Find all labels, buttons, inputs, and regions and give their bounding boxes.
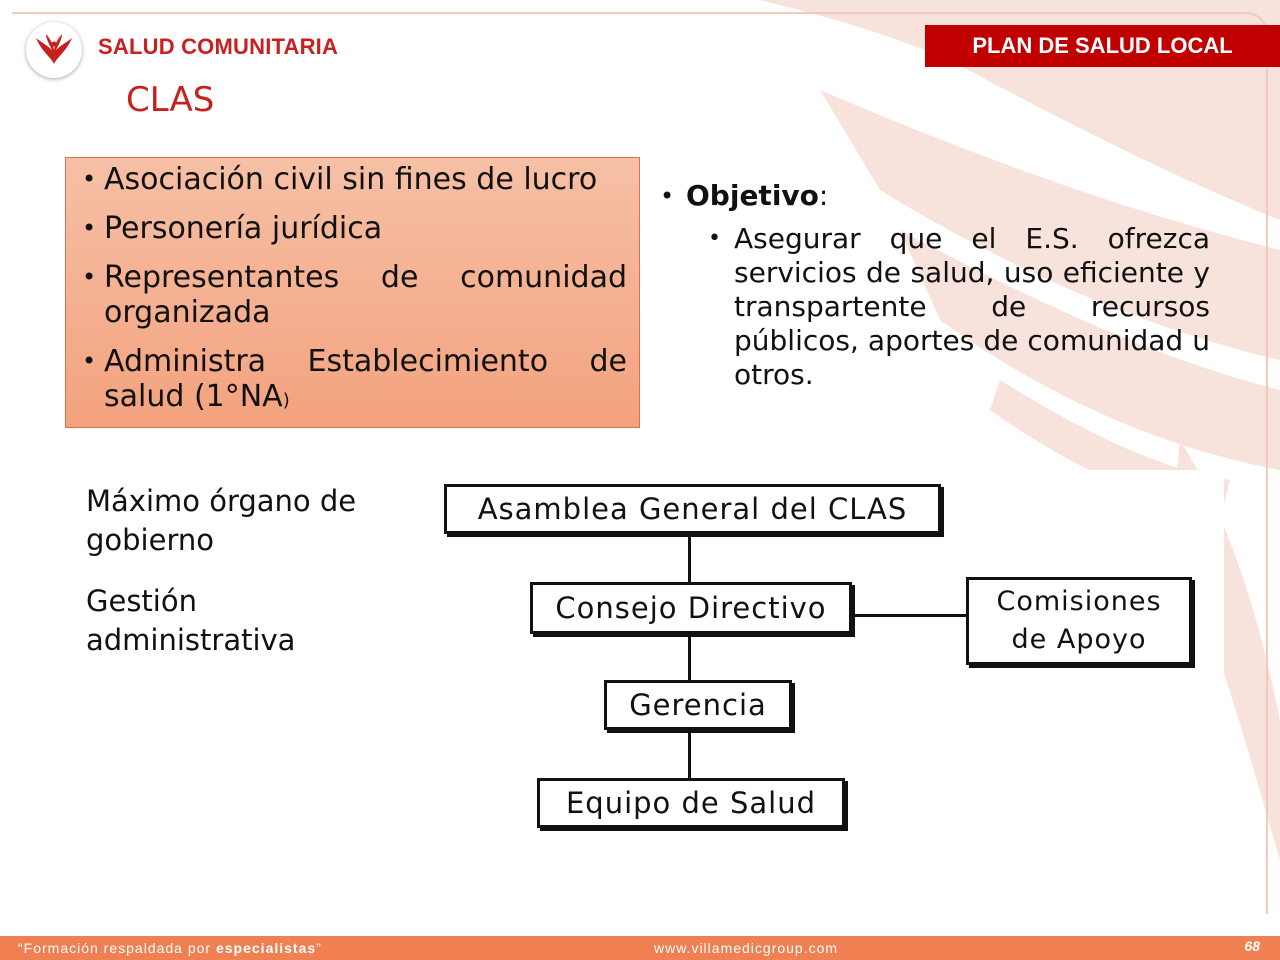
- org-node-management: Gerencia: [604, 680, 792, 730]
- section-badge: PLAN DE SALUD LOCAL: [925, 25, 1280, 67]
- governance-label: Máximo órgano de gobierno: [86, 484, 357, 557]
- org-node-assembly: Asamblea General del CLAS: [444, 484, 941, 534]
- management-label: Gestión administrativa: [86, 584, 296, 657]
- brand-logo: [26, 22, 82, 78]
- feature-item: • Personería jurídica: [82, 211, 627, 246]
- objective-label: Objetivo: [686, 179, 819, 212]
- objective-heading: • Objetivo:: [660, 178, 1210, 214]
- connector-management-team: [688, 730, 691, 780]
- objective-section: [660, 178, 1210, 392]
- org-node-board: Consejo Directivo: [530, 582, 852, 634]
- page-number: 68: [1244, 938, 1260, 954]
- footer-website-link[interactable]: www.villamedicgroup.com: [654, 940, 839, 956]
- connector-board-committees: [852, 614, 967, 617]
- org-node-committees: Comisiones de Apoyo: [966, 577, 1192, 665]
- objective-text: • Asegurar que el E.S. ofrezca servicios de salud, uso eficiente y transpartente de recursos públicos, aportes de comunidad u otros.: [708, 222, 1210, 392]
- brand-name: SALUD COMUNITARIA: [98, 34, 339, 59]
- footer-slogan: “Formación respaldada por especialistas”: [18, 940, 322, 956]
- feature-item: • Representantes de comunidad organizada: [82, 260, 627, 330]
- footer-bar: [0, 936, 1280, 960]
- phoenix-icon: [32, 28, 76, 72]
- level-labels: [86, 482, 406, 682]
- connector-assembly-board: [688, 534, 691, 584]
- connector-board-management: [688, 634, 691, 682]
- feature-item: • Administra Establecimiento de salud (1°NA): [82, 344, 627, 418]
- page-title: CLAS: [126, 80, 215, 120]
- feature-item: • Asociación civil sin fines de lucro: [82, 162, 627, 197]
- org-node-health-team: Equipo de Salud: [537, 778, 845, 828]
- features-box: [65, 157, 640, 428]
